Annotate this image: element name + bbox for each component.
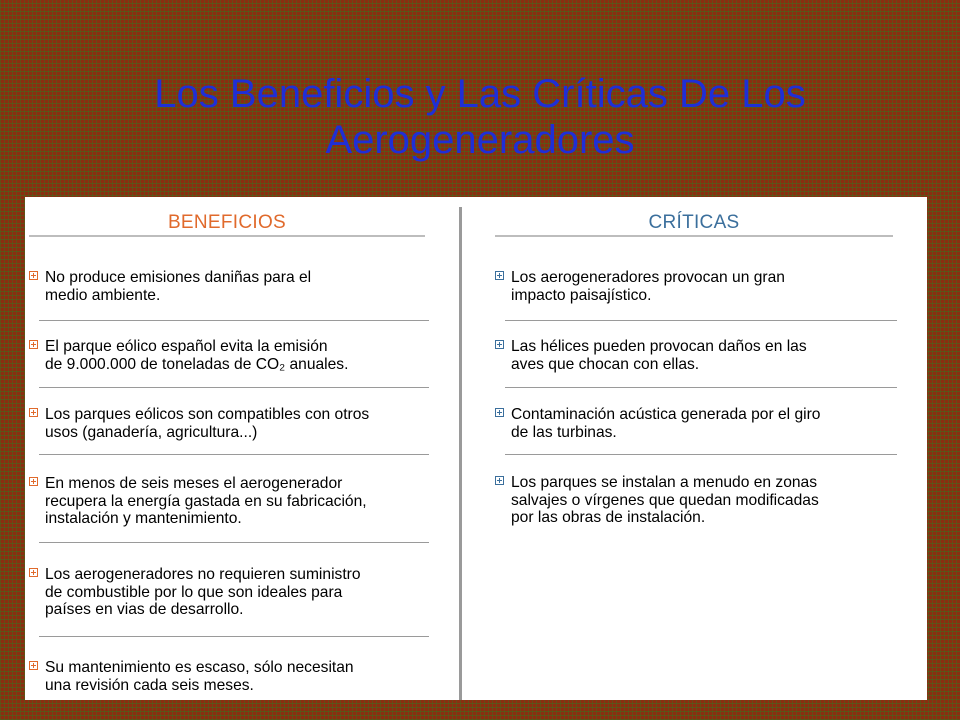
- plus-box-icon: [29, 340, 38, 349]
- column-divider: [459, 207, 462, 700]
- slide-title-line-1: Los Beneficios y Las Críticas De Los: [154, 71, 806, 116]
- beneficio-item: [29, 269, 425, 304]
- beneficio-item: [29, 659, 425, 694]
- plus-box-icon: [495, 340, 504, 349]
- plus-box-icon: [29, 477, 38, 486]
- beneficios-header-rule: [29, 235, 425, 237]
- critica-text: Contaminación acústica generada por el giro de las turbinas.: [511, 406, 821, 441]
- plus-box-icon: [29, 568, 38, 577]
- item-divider: [505, 320, 897, 321]
- beneficio-text: En menos de seis meses el aerogenerador recupera la energía gastada en su fabricación, instalación y mantenimiento.: [45, 475, 367, 527]
- item-divider: [505, 454, 897, 455]
- plus-box-icon: [29, 661, 38, 670]
- slide-title-line-2: Aerogeneradores: [325, 117, 635, 162]
- beneficio-item: [29, 338, 425, 373]
- critica-item: [495, 406, 893, 441]
- criticas-header: CRÍTICAS: [648, 212, 740, 233]
- critica-item: [495, 269, 893, 304]
- item-divider: [505, 387, 897, 388]
- plus-box-icon: [495, 408, 504, 417]
- beneficio-item: [29, 566, 425, 619]
- plus-box-icon: [495, 476, 504, 485]
- beneficio-text: El parque eólico español evita la emisión de 9.000.000 de toneladas de CO₂ anuales.: [45, 338, 349, 373]
- beneficio-text: No produce emisiones daniñas para el medio ambiente.: [45, 269, 312, 304]
- beneficio-text: Los parques eólicos son compatibles con otros usos (ganadería, agricultura...): [45, 406, 370, 441]
- critica-item: [495, 338, 893, 373]
- critica-text: Los aerogeneradores provocan un gran impacto paisajístico.: [511, 269, 785, 304]
- item-divider: [39, 542, 429, 543]
- critica-text: Los parques se instalan a menudo en zonas salvajes o vírgenes que quedan modificadas por las obras de instalación.: [511, 474, 819, 526]
- plus-box-icon: [29, 271, 38, 280]
- beneficio-text: Los aerogeneradores no requieren suministro de combustible por lo que son ideales para países en vias de desarrollo.: [45, 566, 361, 618]
- critica-item: [495, 474, 893, 527]
- plus-box-icon: [29, 408, 38, 417]
- beneficio-item: [29, 406, 425, 441]
- item-divider: [39, 387, 429, 388]
- beneficios-header: BENEFICIOS: [167, 212, 287, 233]
- beneficio-text: Su mantenimiento es escaso, sólo necesitan una revisión cada seis meses.: [45, 659, 354, 694]
- critica-text: Las hélices pueden provocan daños en las aves que chocan con ellas.: [511, 338, 807, 373]
- item-divider: [39, 636, 429, 637]
- criticas-header-rule: [495, 235, 893, 237]
- plus-box-icon: [495, 271, 504, 280]
- comparison-table: [25, 197, 927, 700]
- beneficio-item: [29, 475, 425, 528]
- item-divider: [39, 454, 429, 455]
- item-divider: [39, 320, 429, 321]
- slide-title: [0, 71, 960, 163]
